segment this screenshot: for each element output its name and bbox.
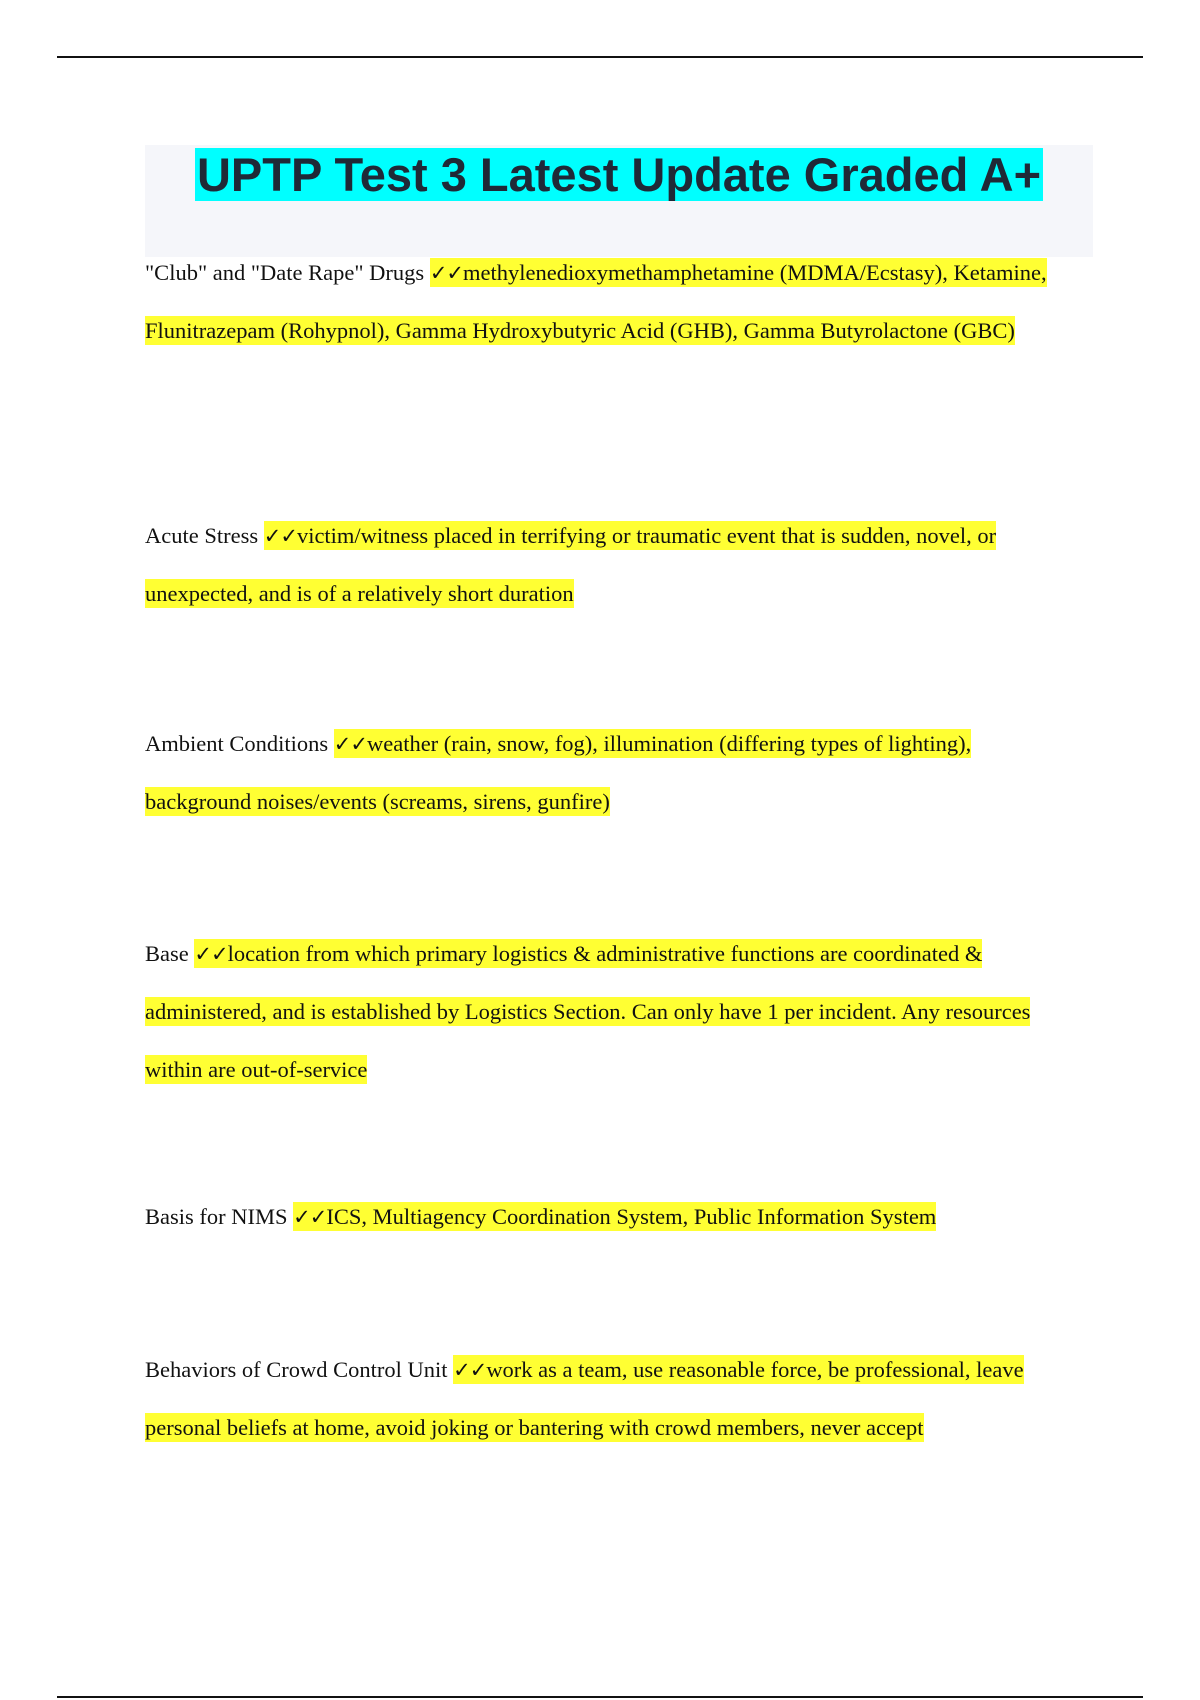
check-icon: ✓✓	[194, 942, 228, 966]
document-title: UPTP Test 3 Latest Update Graded A+	[196, 148, 1042, 201]
entry-definition: methylenedioxymethamphetamine (MDMA/Ecstasy), Ketamine, Flunitrazepam (Rohypnol), Gamma Hydroxybutyric Acid (GHB), Gamma Butyrolactone (GBC)	[145, 260, 1047, 343]
entry-crowd-control-unit	[145, 1341, 1065, 1457]
entry-term: Acute Stress	[145, 523, 259, 548]
entry-term: "Club" and "Date Rape" Drugs	[145, 260, 425, 285]
entry-term: Behaviors of Crowd Control Unit	[145, 1357, 448, 1382]
entry-term: Basis for NIMS	[145, 1204, 288, 1229]
title-band	[145, 145, 1093, 257]
check-icon: ✓✓	[453, 1358, 487, 1382]
entry-club-drugs	[145, 244, 1065, 360]
entry-definition: work as a team, use reasonable force, be professional, leave personal beliefs at home, avoid joking or bantering with crowd members, never accept	[145, 1357, 1024, 1440]
entry-ambient-conditions	[145, 715, 1065, 831]
check-icon: ✓✓	[429, 261, 464, 285]
entry-base	[145, 925, 1065, 1099]
check-icon: ✓✓	[293, 1205, 327, 1229]
entry-term: Base	[145, 941, 189, 966]
entry-definition: location from which primary logistics & administrative functions are coordinated & administered, and is established by Logistics Section. Can only have 1 per incident. Any resources within are out-of-service	[145, 941, 1031, 1082]
check-icon: ✓✓	[333, 732, 367, 756]
entry-basis-for-nims	[145, 1188, 1065, 1246]
entry-term: Ambient Conditions	[145, 731, 329, 756]
bottom-rule	[57, 1696, 1143, 1698]
entry-acute-stress	[145, 507, 1065, 623]
entry-definition: ICS, Multiagency Coordination System, Public Information System	[326, 1204, 937, 1229]
entry-definition: victim/witness placed in terrifying or traumatic event that is sudden, novel, or unexpected, and is of a relatively short duration	[145, 523, 997, 606]
entry-definition: weather (rain, snow, fog), illumination (differing types of lighting), background noises/events (screams, sirens, gunfire)	[145, 731, 972, 814]
check-icon: ✓✓	[263, 524, 297, 548]
top-rule	[57, 56, 1143, 58]
